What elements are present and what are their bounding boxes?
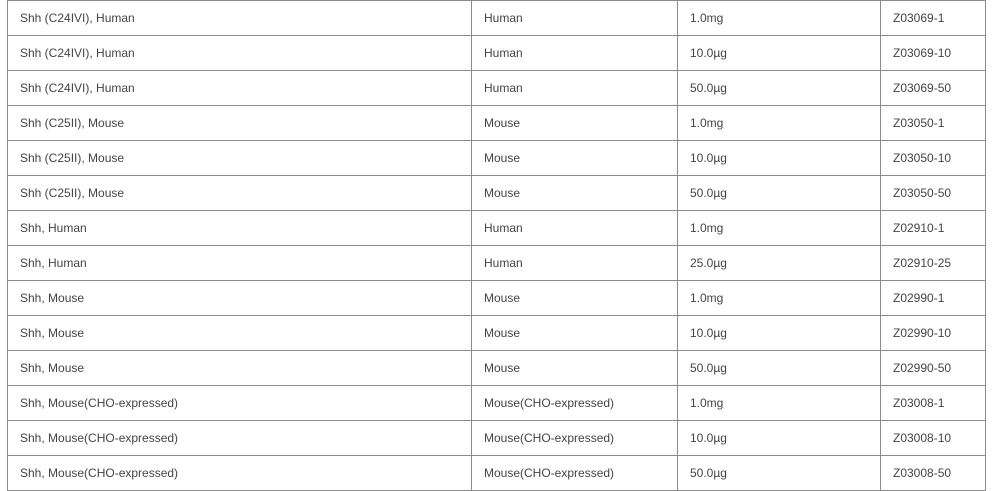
table-row[interactable] [8,71,986,106]
size-cell: 1.0mg [678,281,881,316]
size-cell: 25.0µg [678,246,881,281]
size-cell: 10.0µg [678,421,881,456]
species-cell: Mouse [472,106,678,141]
catalog-number-cell: Z03069-10 [881,36,986,71]
table-row[interactable] [8,1,986,36]
table-row[interactable] [8,176,986,211]
product-name-cell: Shh, Mouse(CHO-expressed) [8,456,472,491]
species-cell: Human [472,71,678,106]
table-row[interactable] [8,211,986,246]
table-row[interactable] [8,106,986,141]
table-row[interactable] [8,141,986,176]
catalog-number-cell: Z03069-50 [881,71,986,106]
species-cell: Mouse(CHO-expressed) [472,456,678,491]
size-cell: 1.0mg [678,1,881,36]
table-row[interactable] [8,246,986,281]
catalog-number-cell: Z03008-50 [881,456,986,491]
species-cell: Human [472,36,678,71]
species-cell: Human [472,211,678,246]
product-name-cell: Shh, Human [8,246,472,281]
table-row[interactable] [8,281,986,316]
catalog-number-cell: Z02910-1 [881,211,986,246]
species-cell: Mouse [472,316,678,351]
catalog-number-cell: Z03050-10 [881,141,986,176]
size-cell: 50.0µg [678,176,881,211]
table-row[interactable] [8,316,986,351]
product-name-cell: Shh, Mouse [8,281,472,316]
species-cell: Human [472,1,678,36]
size-cell: 10.0µg [678,141,881,176]
product-table-container [7,0,985,491]
size-cell: 1.0mg [678,106,881,141]
catalog-number-cell: Z03008-1 [881,386,986,421]
species-cell: Mouse [472,351,678,386]
size-cell: 50.0µg [678,456,881,491]
size-cell: 10.0µg [678,36,881,71]
size-cell: 1.0mg [678,386,881,421]
table-row[interactable] [8,421,986,456]
size-cell: 50.0µg [678,351,881,386]
catalog-number-cell: Z02990-50 [881,351,986,386]
product-name-cell: Shh (C24IVI), Human [8,71,472,106]
catalog-number-cell: Z03008-10 [881,421,986,456]
product-name-cell: Shh, Mouse [8,316,472,351]
catalog-number-cell: Z02910-25 [881,246,986,281]
product-table [7,0,986,491]
table-row[interactable] [8,351,986,386]
species-cell: Mouse [472,281,678,316]
species-cell: Mouse [472,141,678,176]
product-name-cell: Shh (C25II), Mouse [8,141,472,176]
table-row[interactable] [8,456,986,491]
table-row[interactable] [8,386,986,421]
species-cell: Mouse(CHO-expressed) [472,386,678,421]
catalog-number-cell: Z03050-50 [881,176,986,211]
product-name-cell: Shh (C25II), Mouse [8,176,472,211]
size-cell: 10.0µg [678,316,881,351]
catalog-number-cell: Z02990-1 [881,281,986,316]
product-name-cell: Shh (C24IVI), Human [8,36,472,71]
catalog-number-cell: Z03050-1 [881,106,986,141]
species-cell: Mouse(CHO-expressed) [472,421,678,456]
product-name-cell: Shh, Mouse(CHO-expressed) [8,421,472,456]
species-cell: Human [472,246,678,281]
product-name-cell: Shh, Mouse(CHO-expressed) [8,386,472,421]
product-name-cell: Shh (C25II), Mouse [8,106,472,141]
catalog-number-cell: Z03069-1 [881,1,986,36]
catalog-number-cell: Z02990-10 [881,316,986,351]
size-cell: 1.0mg [678,211,881,246]
species-cell: Mouse [472,176,678,211]
product-name-cell: Shh (C24IVI), Human [8,1,472,36]
product-name-cell: Shh, Human [8,211,472,246]
product-name-cell: Shh, Mouse [8,351,472,386]
table-row[interactable] [8,36,986,71]
size-cell: 50.0µg [678,71,881,106]
